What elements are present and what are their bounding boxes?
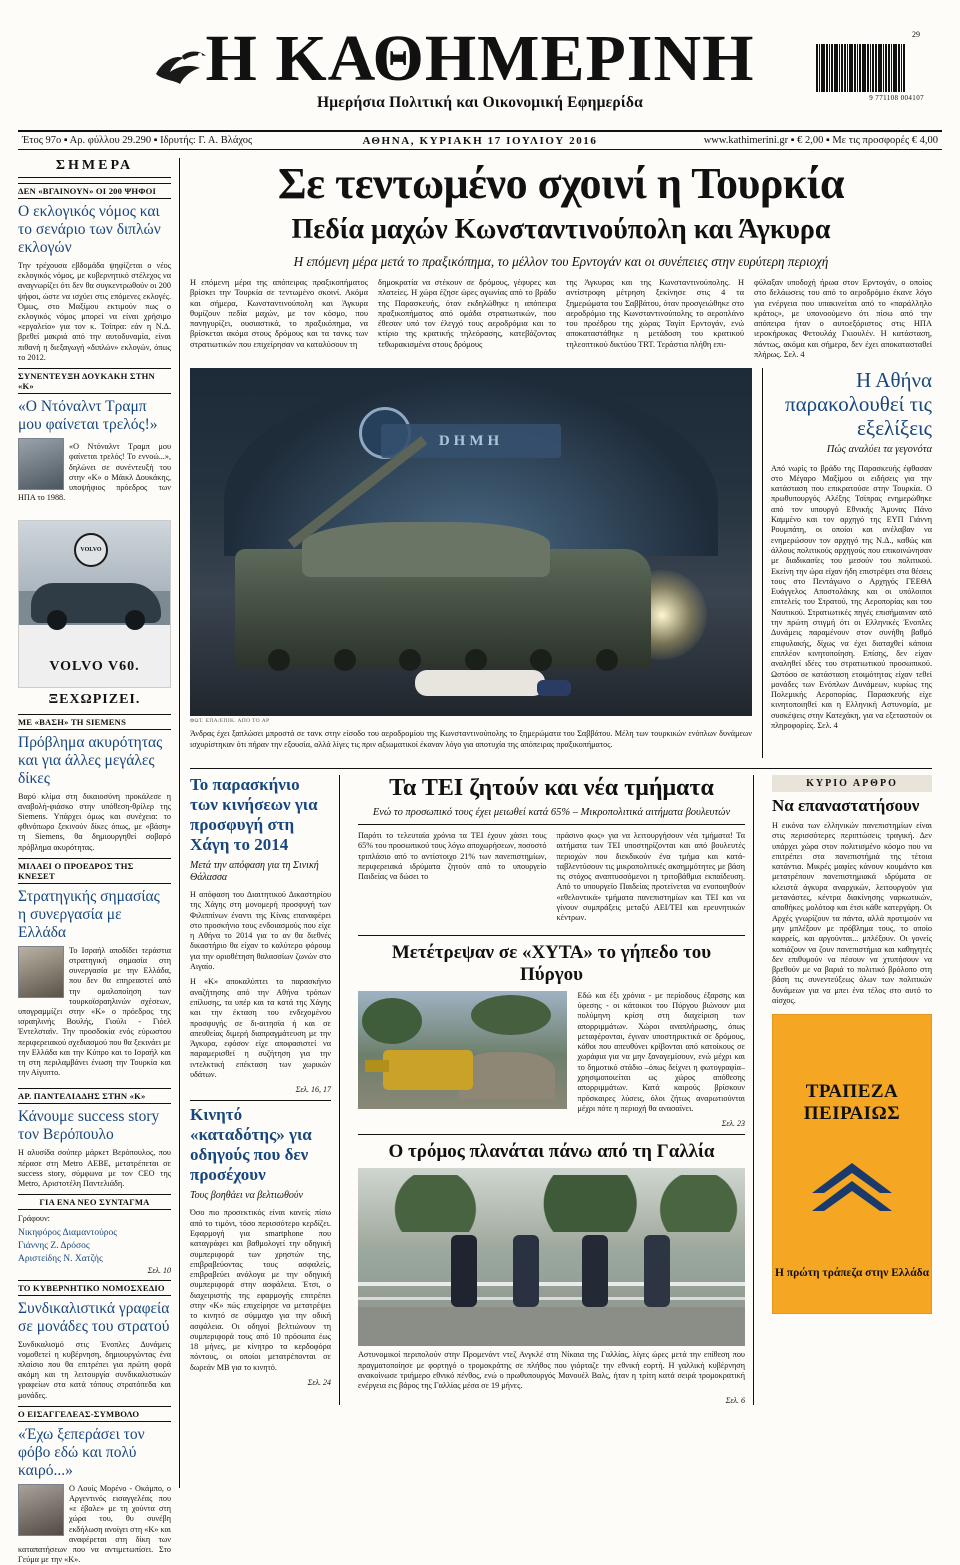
- main-standfirst: Η επόμενη μέρα μετά το πραξικόπημα, το μέλλον του Ερντογάν και οι συνέπειες στην ευρύτερη περιοχή: [293, 254, 829, 269]
- sidebar: [18, 158, 180, 1565]
- lower-section: [190, 768, 932, 1405]
- photo-tree-left: [362, 998, 422, 1044]
- ad-volvo-line1: VOLVO V60.: [49, 658, 140, 674]
- sidebar-head-4[interactable]: Κάνουμε success story τον Βερόπουλο: [18, 1108, 160, 1144]
- editorial-body: Η εικόνα των ελληνικών πανεπιστημίων είναι στις περισσότερες περιπτώσεις τραγική. Δεν υπάρχει χώρα στον πολιτισμένο κόσμο που να επιτρέπει στα πανεπιστήμιά της τέτοια κατάντια. Μικρές μαφίες κάνουν κουμάντο και μετατρέπουν πανεπιστημιακά ιδρύματα σε κλειστά άγκυρα αναρχικών, λειτουργούν για μετανάστες, κέντρα διακίνησης ναρκωτικών, αποθήκες μολότοφ και έτσι κάθε κατεργάρη. Οι Αρχές γνωρίζουν τα πάντα, αλλά προτιμούν να μην μπλέξουν με πρόβλημα τους, το οποίο καφρείς, και αργούνται... μπλέξουν. Οι γονείς κοπιάζουν να ζουν πανεπιστήμια και καθηγητές δεν επιθυμούν να πέσουν να χτυπήσουν να βρεθούν με να βαριά το πολιτικό βρόλοπο στη βάση τις συνεντεύξεως όλων των πολιτικών δυνάμεων για να μπει ένα τέλος στο αυτό το αίσχος.: [772, 820, 932, 1006]
- photo-railing: [358, 1282, 745, 1286]
- tei-col-1: Παρότι το τελευταία χρόνια τα ΤΕΙ έχουν χάσει τους 65% του προσωπικού τους λόγω αποχωρήσεων, ποσοστό τριπλάσιο από το αντίστοιχο 21% των πανεπιστημίων, περιφερειακά ιδρύματα ζητούν από το υπουργείο Παιδείας να δώσει το: [358, 830, 547, 882]
- hague-ref: Σελ. 16, 17: [295, 1085, 331, 1095]
- sidebar-body-2: Βαρύ κλίμα στη δικαιοσύνη προκάλεσε η αναβολή-φιάσκο στην υπόθεση-θρίλερ της Siemens. Υπάρχει όμως και συνέχεια: το φθινόπωρο ξεκινούν δίκες όπως, με «βάση» τη Siemens, θα δημιουργηθεί σοβαρό πρόβλημα ακυρότητας.: [18, 791, 171, 852]
- info-date: ΑΘΗΝΑ, ΚΥΡΙΑΚΗ 17 ΙΟΥΛΙΟΥ 2016: [362, 134, 598, 147]
- photo-trees: [358, 1175, 745, 1232]
- sidebar-body-4: Η αλυσίδα σούπερ μάρκετ Βερόπουλος, που πέρασε στη Metro ΑΕΒΕ, μετατρέπεται σε success story, σύμφωνα με τον CEO της Metro, Αριστοτέλη Παντελιάδη.: [18, 1148, 171, 1189]
- editorial-label: ΚΥΡΙΟ ΑΡΘΡΟ: [772, 775, 932, 792]
- lead-col-0: Η επόμενη μέρα της απόπειρας πραξικοπήματος βρίσκει την Τουρκία σε τεντωμένο σκοινί. Ακόμα και σήμερα, Κωνσταντινούπολη και Άγκυρα θυμίζουν πεδία μαχών, με τον κόσμο, που πανηγυρίζει, ουσιαστικά, το πραξικόπημα, να βρίσκεται ακόμα στους δρόμους και τα τανκς των στρατιωτικών που επιχείρησαν να καταλύσουν τη: [190, 278, 368, 349]
- photo-road: [358, 1307, 745, 1346]
- pyrgos-photo: [358, 991, 567, 1109]
- france-ref: Σελ. 6: [725, 1396, 745, 1406]
- kinito-head[interactable]: Κινητό «καταδότης» για οδηγούς που δεν προσέχουν: [190, 1105, 312, 1185]
- sidebar-head-1[interactable]: «Ο Ντόναλντ Τραμπ μου φαίνεται τρελός!»: [18, 398, 158, 434]
- divider: [358, 1134, 745, 1135]
- sidebar-kicker-1: ΣΥΝΕΝΤΕΥΞΗ ΔΟΥΚΑΚΗ ΣΤΗΝ «Κ»: [18, 368, 171, 394]
- ad-bank-footer: Η πρώτη τράπεζα στην Ελλάδα: [775, 1267, 929, 1280]
- editorial-column: [764, 775, 932, 1405]
- piraeus-logo-icon: [806, 1153, 898, 1215]
- hague-body-2: Η «Κ» αποκαλύπτει το παρασκήνιο αναζήτησης από την Αθήνα τρόπων επίλυσης, τα υπέρ και τα κατά της Χάγης και την έκταση του ενδεχομένου προσφυγής σε δι-αιτησία ή και σε απευθείας διμερή διαπραγμάτευση με την Άγκυρα, εφόσον είχε αποφασιστεί να παραμερισθεί η συζήτηση για την ιντελκτική επέκταση των χωρικών υδάτων.: [190, 977, 331, 1080]
- main-photo-caption: Άνδρας έχει ξαπλώσει μπροστά σε τανκ στην είσοδο του αεροδρομίου της Κωνσταντινούπολης το ξημερώματα του Σαββάτου. Μέλη των τουρκικών ενόπλων δυνάμεων ισχυρίστηκαν ότι πήραν την εξουσία, αλλά λίγες τις πριν αξιωματικοί έκαναν λόγο για αποτυχία της απόπειρας πραξικοπήματος.: [190, 729, 752, 749]
- photo-sign-text: DHMH: [438, 433, 504, 450]
- sidebar-body-7: Ο Λουίς Μορένο - Οκάμπο, ο Αργεντινός εισαγγελέας που «ε έβαλε» με τη χούντα στη χώρα του, θυ συνέβη εκδήλωση ανοίγει στη «Κ» και αναφέρεται στη δίκη των καταπατήσεων που να αντιμετωπίσει. Στο Γεύμα με την «Κ».: [18, 1483, 171, 1565]
- photo-tree-right: [471, 995, 551, 1035]
- main-photo-wrap: [190, 368, 752, 758]
- page-title: Η ΚΑΘΗΜΕΡΙΝΗ: [205, 22, 755, 95]
- info-left: Έτος 97ο ▪ Αρ. φύλλου 29.290 ▪ Ιδρυτής: Γ. Α. Βλάχος: [22, 135, 253, 146]
- info-right: www.kathimerini.gr ▪ € 2,00 ▪ Με τις προσφορές € 4,00: [703, 135, 938, 146]
- sidebar-kicker-5: ΓΙΑ ΕΝΑ ΝΕΟ ΣΥΝΤΑΓΜΑ: [18, 1194, 171, 1210]
- sidebar-head-0[interactable]: Ο εκλογικός νόμος και το σενάριο των διπλών εκλογών: [18, 203, 161, 256]
- athens-sidebar: [762, 368, 932, 758]
- author-name-1[interactable]: Γιάννης Ζ. Δρόσος: [18, 1240, 90, 1251]
- barcode: [816, 40, 924, 92]
- main-photo-tank: [190, 368, 752, 716]
- tei-sub: Ενώ το προσωπικό τους έχει μειωθεί κατά 65% – Μικροπολιτικά αιτήματα βουλευτών: [372, 806, 731, 818]
- volvo-logo-icon: VOLVO: [74, 533, 108, 567]
- photo-police-1: [451, 1235, 477, 1307]
- main-subhead[interactable]: Πεδία μαχών Κωνσταντινούπολη και Άγκυρα: [291, 214, 831, 245]
- author-name-2[interactable]: Αριστείδης Ν. Χατζής: [18, 1253, 103, 1264]
- editorial-head[interactable]: Να επαναστατήσουν: [772, 795, 920, 815]
- ad-volvo-line2: ΞΕΧΩΡΙΖΕΙ.: [48, 691, 141, 707]
- sidebar-body-1: «Ο Ντόναλντ Τραμπ μου φαίνεται τρελός! Το εννοώ...», δηλώνει σε συνέντευξή του στην «Κ» ο Μάικλ Δουκάκης, υποψήφιος πρόεδρος των ΗΠΑ το 1988.: [18, 442, 171, 503]
- tei-article: [350, 775, 754, 1405]
- athens-body: Από νωρίς το βράδυ της Παρασκευής έφθασαν στο Μέγαρο Μαξίμου οι ειδήσεις για την κατάσταση που επικρατούσε στην Τουρκία. Ο πρωθυπουργός Αλέξης Τσίπρας ενημερώθηκε από τον υπουργό Εθνικής Άμυνας Πάνο Καμμένο και τον αρχηγό της ΕΥΠ Γιάννη Ρουμπάτη, οι οποίοι και ανέλαβαν να ενημερώσουν τον αρχηγό της Ν.Δ., καθώς και άλλους πολιτικούς αρχηγούς που επικοινώνησαν με διαδικασίες του μεσούν του πολιτικού. Εκείνη την ώρα είχαν ήδη επιστρέψει στα θέσεις τους στο Πεντάγωνο ο Αρχηγός ΓΕΕΘΑ Ευάγγελος Αποστολάκης και οι υπόλοιποι επιτελείς του Στρατού, της Αεροπορίας και του Ναυτικού. Στρατιωτικές πηγές επισήμαιναν από την πρώτη στιγμή ότι οι Ελληνικές Ένοπλες Δυνάμεις παραμένουν στον συνήθη βαθμό επιφυλακής, δίχως να έχει διαταχθεί κάποια επιπλέον κινητοποίηση. Επίσης, δεν είχαν αναληθεί ιδέες του στρατιωτικού προσωπικού. Ωστόσο σε κατάσταση ετοιμότητας είχαν τεθεί μονάδες των Ενόπλων Δυνάμεων, κυρίως της Πολεμικής Αεροπορίας. Παρασκευής είχε κινητοποιηθεί και η Ελληνική Αστυνομία, με συσκέψεις στην Κατεχάκη, για να εξεταστούν οι πληροφορίες. Σελ. 4: [771, 463, 932, 730]
- avatar: [18, 946, 64, 998]
- sidebar-today-label: ΣΗΜΕΡΑ: [18, 158, 171, 178]
- athens-head[interactable]: Η Αθήνα παρακολουθεί τις εξελίξεις: [785, 368, 932, 441]
- lead-col-3: φύλαξαν υποδοχή ήρωα στον Ερντογάν, ο οποίος στο δελάωσεις του από το αεροδρόμιο έκανε λόγο για ενέργεια που υπακινείται από το «παράλληλο κράτος», με υπονοούμενο ότι πίσω από την απόπειρα ήταν ο αυτοεξόριστος στις ΗΠΑ ιεροκήρυκας Φετουλάχ Γκιουλέν. Η κατάσταση, πάντως, ακόμα και σήμερα, δεν έχει αποκατασταθεί πλήρως. Σελ. 4: [754, 278, 932, 360]
- main-content: [180, 158, 942, 1488]
- sidebar-kicker-6: ΤΟ ΚΥΒΕΡΝΗΤΙΚΟ ΝΟΜΟΣΧΕΔΙΟ: [18, 1280, 171, 1296]
- sidebar-body-0: Την τρέχουσα εβδομάδα ψηφίζεται ο νέος εκλογικός νόμος, με κυβερνητικό στέλεχος να αναγνωρίζει ότι δεν θα συγκεντρωθούν οι 200 ψήφοι, ώστε να ισχύει στις επόμενες εκλογές. Όμως, στο Μαξίμου εκτιμούν πως ο εκλογικός νόμος μπορεί να είναι χρήσιμο «εργαλείο» για τον κ. Τσίπρα: εάν η Ν.Δ. βρεθεί μακριά από την αυτοδυναμία, είναι πιθανή η διεξαγωγή «διπλών» εκλογών, όπως το 2012.: [18, 261, 171, 362]
- sidebar-kicker-7: Ο ΕΙΣΑΓΓΕΛΕΑΣ-ΣΥΜΒΟΛΟ: [18, 1406, 171, 1422]
- sidebar-kicker-3: ΜΙΛΑΕΙ Ο ΠΡΟΕΔΡΟΣ ΤΗΣ ΚΝΕΣΕΤ: [18, 858, 171, 884]
- info-bar: [18, 130, 942, 150]
- photo-credit: ΦΩΤ. ΕΠΑ/ΕΠΙΚ. ΑΠΟ ΤΟ AP: [190, 718, 270, 725]
- sidebar-body-5: Γράφουν:: [18, 1214, 50, 1224]
- hague-head[interactable]: Το παρασκήνιο των κινήσεων για προσφυγή στη Χάγη το 2014: [190, 774, 318, 854]
- photo-railing-2: [358, 1297, 745, 1300]
- sidebar-ref-5: Σελ. 10: [147, 1265, 171, 1275]
- sidebar-kicker-0: ΔΕΝ «ΒΓΑΙΝΟΥΝ» ΟΙ 200 ΨΗΦΟΙ: [18, 183, 171, 199]
- author-name-0[interactable]: Νικηφόρος Διαμαντούρος: [18, 1227, 118, 1238]
- sidebar-head-3[interactable]: Στρατηγικής σημασίας η συνεργασία με Ελλάδα: [18, 887, 160, 941]
- eagle-logo-icon: [148, 44, 214, 94]
- lead-col-1: δημοκρατία να στέκουν σε δρόμους, γέφυρες και πλατείες. Η χώρα έζησε ώρες αγωνίας από το βράδυ της Παρασκευής, όταν εκδηλώθηκε η απόπειρα πραξικοπήματος από ομάδα στρατιωτικών, που έθεσαν υπό τον έλεγχό τους αεροδρόμια και το κτίριο της κρατικής τηλεόρασης, κατεβάζοντας τεθωρακισμένα στους δρόμους: [378, 278, 556, 349]
- author-list: [18, 1227, 171, 1266]
- france-caption: Αστυνομικοί περιπολούν στην Προμενάντ ντεζ Ανγκλέ στη Νίκαια της Γαλλίας, λίγες ώρες μετά την επίθεση που πραγματοποίησε με φορτηγό ο τρομοκράτης σε πλήθος που γιόρταζε την εθνική εορτή. Η γαλλική κυβέρνηση ανακοίνωσε τριήμερο εθνικό πένθος, ενώ ο πρωθυπουργός Μανουέλ Βαλς, ήταν η τρίτη κατά σειρά τρομοκρατική ενέργεια εις βάρος της Γαλλίας μέσα σε 19 μήνες.: [358, 1350, 745, 1391]
- kinito-ref: Σελ. 24: [307, 1378, 331, 1388]
- ad-bank-title: ΤΡΑΠΕΖΑ ΠΕΙΡΑΙΩΣ: [803, 1081, 901, 1125]
- france-head[interactable]: Ο τρόμος πλανάται πάνω από τη Γαλλία: [388, 1141, 715, 1163]
- sidebar-head-6[interactable]: Συνδικαλιστικά γραφεία σε μονάδες του στρατού: [18, 1299, 170, 1335]
- tei-col-2: πράσινο φως» για να λειτουργήσουν νέα τμήματα! Τα αιτήματα των ΤΕΙ υποστηρίζονται και από βουλευτές περιοχών που διεκδικούν ένα τμήμα και κατά-ταβλεντύσουν τις μικροπολιτικές ακσημμότητες με βάση τις στόχος αναπτυσσόμενοι η τριτοβάθμια εκπαίδευση. Από το υπουργείο Παιδείας προτείνεται να ενοποιηθούν «εθελοντικά» τμήματα πανεπιστημίων και ΤΕΙ και να γίνουν συμπράξεις μεταξύ ΑΕΙ/ΤΕΙ και ερευνητικών κέντρων.: [556, 830, 745, 923]
- divider: [358, 935, 745, 936]
- sidebar-head-2[interactable]: Πρόβλημα ακυρότητας και για άλλες μεγάλες δίκες: [18, 733, 163, 787]
- hague-sub: Μετά την απόφαση για τη Σινική Θάλασσα: [190, 859, 319, 883]
- hague-article: [190, 775, 340, 1405]
- sidebar-body-6: Συνδικαλισμό στις Ένοπλες Δυνάμεις νομοθετεί η κυβέρνηση, δημιουργώντας ένα πλαίσιο που θα επιτρέπει για πρώτη φορά ακόμη και τη λειτουργία συνδικαλιστικών γραφείων στα κατά τόπους στρατόπεδα και μονάδες.: [18, 1339, 171, 1400]
- barcode-number: 9 771108 004107: [869, 94, 924, 102]
- tei-head[interactable]: Τα ΤΕΙ ζητούν και νέα τμήματα: [389, 774, 714, 801]
- ad-volvo[interactable]: [18, 520, 171, 688]
- photo-bulldozer: [383, 1050, 473, 1090]
- divider: [190, 1100, 331, 1101]
- hague-body-1: Η απόφαση του Διαιτητικού Δικαστηρίου της Χάγης στη μονομερή προσφυγή των Φιλιππίνων έναντι της Κίνας επαναφέρει στο προσκήνιο τους ενδοιασμούς που είχε η Αθήνα το 2014 για το αν θα διεθνές δικαστήριο θα είχαν το καλύτερο φόρουμ για την οριοθέτηση θαλασσίων ζωνών στο Αιγαίο.: [190, 889, 331, 972]
- athens-sub: Πώς αναλύει τα γεγονότα: [826, 444, 932, 456]
- pyrgos-head[interactable]: Μετέτρεψαν σε «ΧΥΤΑ» το γήπεδο του Πύργου: [391, 941, 712, 985]
- main-lead-columns: [190, 278, 932, 360]
- masthead: [18, 14, 942, 126]
- photo-police-2: [513, 1235, 539, 1307]
- content-grid: [18, 158, 942, 1565]
- masthead-subtitle: Ημερήσια Πολιτική και Οικονομική Εφημερίδα: [316, 94, 643, 111]
- lead-col-2: της Άγκυρας και της Κωνσταντινούπολης. Η αντίστροφη μέτρηση ξεκίνησε στις 4 τα ξημερώματα του Σαββάτου, όταν προσγειώθηκε στο αεροδρόμιο της Κωνσταντινούπολης το αεροπλάνο του προέδρου της χώρας Ταγίπ Ερντογάν, ενώ αποκαταστάθηκε η μετάδοση του κρατικού τηλεοπτικού δικτύου TRT. Τεράστια πλήθη επι-: [566, 278, 744, 349]
- photo-tank-turret: [302, 522, 549, 578]
- sidebar-head-7[interactable]: «Έχω ξεπεράσει τον φόβο εδώ και πολύ καιρό...»: [18, 1425, 145, 1479]
- pyrgos-ref: Σελ. 23: [721, 1119, 745, 1129]
- kinito-body: Όσο πιο προσεκτικός είναι κανείς πίσω από το τιμόνι, τόσο περισσότερο κερδίζει. Εφαρμογή για smartphone που καταγράφει και βαθμολογεί την οδηγική συμπεριφορά των χρηστών της, επιβραβεύοντας τους ασφαλείς, επιβραβεύει ανάλογα με την οδηγική συμπεριφορά στην ασφάλεια. Έτσι, ο διαχειριστής της εφαρμογής επιτρέπει στην «Κ» πώς επιχείρησε να μετατρέψει το κινητό σε σύμμαχο για την οδική ασφάλεια. Οι οδηγοί βελτιώνουν τη συμπεριφορά τους από 10 πρόσωπα έως 18 μήνες, με κίνητρο τα κερδοφόρα πόντους, οι οποίοι μετατρέπονται σε δωρεάν MB για το κινητό.: [190, 1208, 331, 1372]
- photo-man-lying: [415, 670, 545, 696]
- kinito-sub: Τους βοηθάει να βελτιωθούν: [190, 1190, 303, 1202]
- divider: [358, 824, 745, 825]
- issue-corner-number: 29: [912, 30, 920, 39]
- sidebar-body-3: Το Ισραήλ αποδίδει τεράστια στρατηγική σημασία στη συνεργασία με την Ελλάδα, που δεν θα επηρεαστεί από την ομαλοποίηση των τουρκοϊσραηλινών σχέσεων, υπογραμμίζει στην «Κ» ο πρόεδρος της ισραηλινής Βουλής, Γιούλι - Γιόελ Έντελσταϊν. Την προσδοκία ενός εύρωστου περιφερειακού σχεδιασμού που θα ξεκινάει με την Ελλάδα και την Κύπρο και το Ισραήλ και τη στη περιλαμβάνει ένωση την Τουρκία και την Αίγυπτο.: [18, 945, 171, 1078]
- pyrgos-body: Εδώ και έξι χρόνια - με περίοδους έξαρσης και ύφεσης - οι κάτοικοι του Πύργου βιώνουν μια πολύμηνη κρίση στη διαχείριση των απορριμμάτων. Χώροι αναπλήρωσης, όπως μεταφέρονται, έγιναν υποστηρικτικά σε δρόμους, κάθοι που απευθύνει κρίβονται από κατοίκους σε χωράφια για να μην ξαναγεμίσουν, ενώ μέχρι και το δημοτικό στάδιο –όπως δείχνει η φωτογραφία– χρησιμοποιείται ως χώρος απόθεσης απορριμμάτων. Κατά καιρούς βρίσκουν πρόσκαιρες λύσεις, όλοι ζήτως αναρωτιούνται μέχρι πότε η περιοχή θα ανασαίνει.: [577, 990, 745, 1113]
- photo-police-4: [644, 1235, 670, 1307]
- france-photo: [358, 1168, 745, 1346]
- ad-volvo-car: [31, 583, 161, 623]
- photo-section: [190, 368, 932, 758]
- photo-police-3: [582, 1235, 608, 1307]
- sidebar-kicker-4: ΑΡ. ΠΑΝΤΕΛΙΑΔΗΣ ΣΤΗΝ «Κ»: [18, 1088, 171, 1104]
- avatar: [18, 438, 64, 490]
- sidebar-kicker-2: ΜΕ «ΒΑΣΗ» ΤΗ SIEMENS: [18, 714, 171, 730]
- ad-piraeus-bank[interactable]: [772, 1014, 932, 1314]
- main-headline[interactable]: Σε τεντωμένο σχοινί η Τουρκία: [277, 159, 845, 208]
